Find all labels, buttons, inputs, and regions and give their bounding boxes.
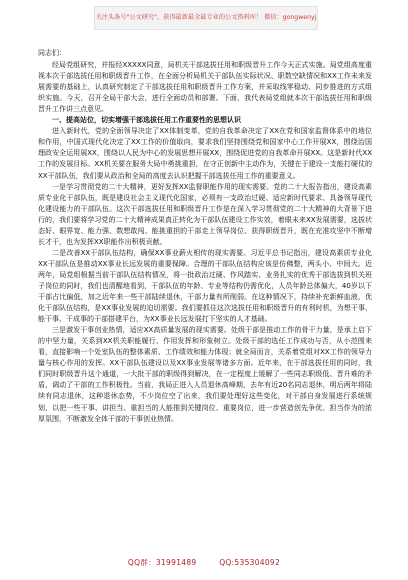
document-body <box>38 48 372 425</box>
greeting: 同志们： <box>38 49 66 57</box>
footer-contact <box>0 557 408 568</box>
banner-text: 关注头条号"公文研究"，获得最新最全最专业的公文资料库！ 微信：gongwenyj <box>95 14 317 21</box>
section-heading-1: 一、提高站位，切实增强干部选拔任用工作重要性的思想认识 <box>52 116 241 125</box>
paragraph-point-2: 二是改善XX干部队伍结构，确保XX事业薪火相传的现实需要。习近平总书记指出，建设高素质专业化XX干部队伍是推动XX事业长远发展的重要保障。合理的干部队伍结构应该是仿佛整，两头小、中间大。近两年，局党组根据当前干部队伍结构情况，将一批政治过硬、作风踏实、业务扎实的优秀干部选拔到机关班子岗位的同时，我们也清醒地看到，干部队伍的年龄、专业等结构仍需优化，人员年龄总体偏大，40岁以下干部占比偏低，加之近年来一些干部陆续退休，干部力量有所削弱。在这种情况下，持续补充新鲜血液，优化干部队伍结构，是XX事业发展的迫切需要。我们要抓住这次选拔任用和职级晋升的有利时机，为想干事、能干事、干成事的干部搭建平台，为XX事业长远发展打下坚实的人才基础。 <box>38 248 372 324</box>
paragraph-intro: 经局党组研究，并报经XXXXX同意，局机关干部选拔任用和职级晋升工作今天正式实施。局党组高度重视本次干部选拔任用和职级晋升工作，在全面分析局机关干部队伍实际状况、职数空缺情况和XX工作未来发展需要的基础上，认真研究制定了干部选拔任用和职级晋升工作方案，并采取线零稳动、同步推进的方式组织实施。今天，召开全局干部大会，进行全面动员和部署。下面，我代表局党组就本次干部选拔任用和职级晋升工作讲三点意见。 <box>38 61 372 114</box>
footer-qq: QQ:535304092 <box>219 558 281 567</box>
paragraph-context: 进入新时代，党的全面领导决定了XX体制变革，党的自我革命决定了XX在党和国家监督体系中的地位和作用，中国式现代化决定了XX工作的价值取向，要求我们坚持围绕党和国家中心工作开展XX，围绕治国理政安全运用展XX，围绕以人民为中心的发展思想开展XX，围绕促进党的自我革命开展XX。这是新时代XX工作的发展目标。XX机关要在服务大局中勇挑重担，在守正创新中主动作为，关键在于建设一支能打硬仗的XX干部队伍，我们要从政治和全局的高度去认识把握干部选拔任用工作的重要意义。 <box>38 127 372 180</box>
top-banner <box>94 6 318 30</box>
footer-qq-group: QQ群：31991489 <box>127 558 197 567</box>
paragraph-point-1: 一是学习贯彻党的二十大精神，更好发挥XX监督职能作用的现实需要。党的二十大报告指出，建设高素质专业化干部队伍，既是建设社会主义现代化国家，必须有一支政治过硬、适应新时代要求、具备领导现代化建设能力的干部队伍。这次干部选拔任用和职级晋升工作是在深入学习贯彻党的二十大精神的大背景下进行的，我们要将学习党的二十大精神成果真正转化为干部队伍建设工作实效，着眼未来XX发展需要，选拔状态好、眼界宽、能力强、数想敢闯、能挑重担的干部走上领导岗位、获得职级晋升，既在充准攻坚中不断增长才干，也为发挥XX职能作出积极贡献。 <box>38 182 372 246</box>
paragraph-point-3: 三是激发干事创业热情，适应XX高质量发展的现实需要。处级干部是推动工作的骨干力量，是承上启下的中坚力量，关系到XX机关职能履行、作用发挥和形象树立。处级干部的选任工作成功与否，从小范围来看，直接影响一个处室队伍的整体素质、工作绩效和能力体现；就全局而言，关系着党组对XX工作的领导力量与核心作用的发挥。XX干部队伍建设以及XX事业发展等诸多方面。近年来，在干部选拔任用的同时，我们同时职级晋升这个通道，一大批干部的职级得到解决，在一定程度上缓解了一些同志职级低、晋升难的矛盾，调动了干部的工作积极性。当前，我局正进入人员退休高峰期，去年有近20名同志退休，明后两年将陆续有同志退休，这种退休态势，不少岗位空了出来，我们要处理好这些变化，对干部自身发展进行系统规划，以把一些干事、讲担当、重担当的人能推到关键岗位、重要岗位，进一步营造创先争优、担当作为的浓厚氛围，不断激发全体干部的干事创业热情。 <box>38 326 372 423</box>
